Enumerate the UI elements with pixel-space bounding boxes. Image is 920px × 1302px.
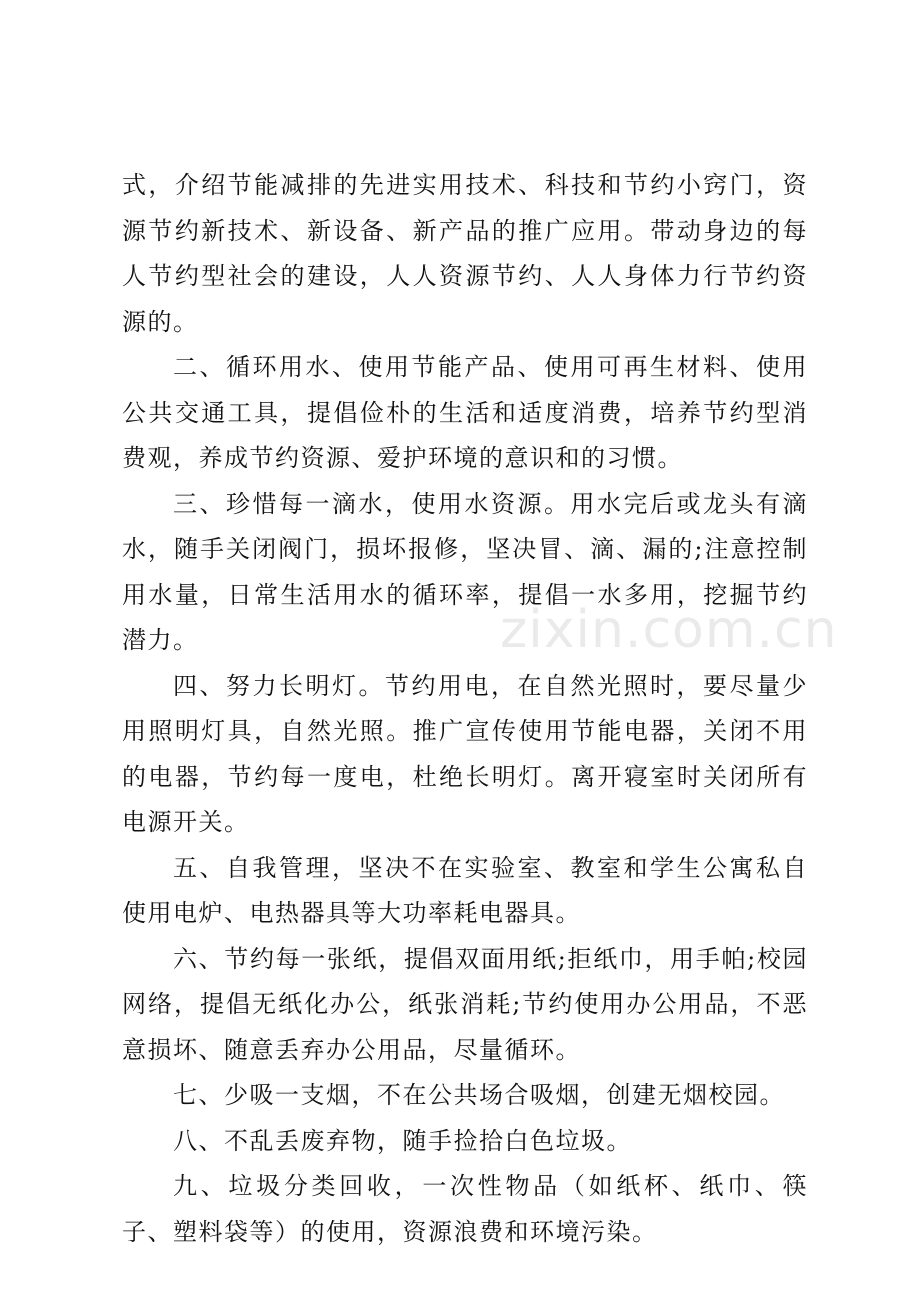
paragraph-intro: 式，介绍节能减排的先进实用技术、科技和节约小窍门，资源节约新技术、新设备、新产品的推广应用。带动身边的每人节约型社会的建设，人人资源节约、人人身体力行节约资源的。 [122, 171, 808, 336]
paragraph-item-8: 八、不乱丢废弃物，随手捡拾白色垃圾。 [173, 1126, 632, 1155]
paragraph-item-3: 三、珍惜每一滴水，使用水资源。用水完后或龙头有滴水，随手关闭阀门，损坏报修，坚决冒、滴、漏的;注意控制用水量，日常生活用水的循环率，提倡一水多用，挖掘节约潜力。 [122, 489, 808, 654]
paragraph-item-6: 六、节约每一张纸，提倡双面用纸;拒纸巾，用手帕;校园网络，提倡无纸化办公，纸张消耗;节约使用办公用品，不恶意损坏、随意丢弃办公用品，尽量循环。 [122, 944, 808, 1064]
paragraph-item-2: 二、循环用水、使用节能产品、使用可再生材料、使用公共交通工具，提倡俭朴的生活和适度消费，培养节约型消费观，养成节约资源、爱护环境的意识和的习惯。 [122, 353, 808, 472]
paragraph-item-5: 五、自我管理，坚决不在实验室、教室和学生公寓私自使用电炉、电热器具等大功率耗电器具。 [122, 853, 808, 927]
watermark: zixin.com.cn [500, 600, 838, 660]
document-body [122, 163, 838, 1255]
paragraph-item-7: 七、少吸一支烟，不在公共场合吸烟，创建无烟校园。 [173, 1081, 785, 1109]
paragraph-item-4: 四、努力长明灯。节约用电，在自然光照时，要尽量少用照明灯具，自然光照。推广宣传使用节能电器，关闭不用的电器，节约每一度电，杜绝长明灯。离开寝室时关闭所有电源开关。 [122, 671, 808, 836]
paragraph-item-9: 九、垃圾分类回收，一次性物品（如纸杯、纸巾、筷子、塑料袋等）的使用，资源浪费和环境污染。 [122, 1172, 808, 1246]
